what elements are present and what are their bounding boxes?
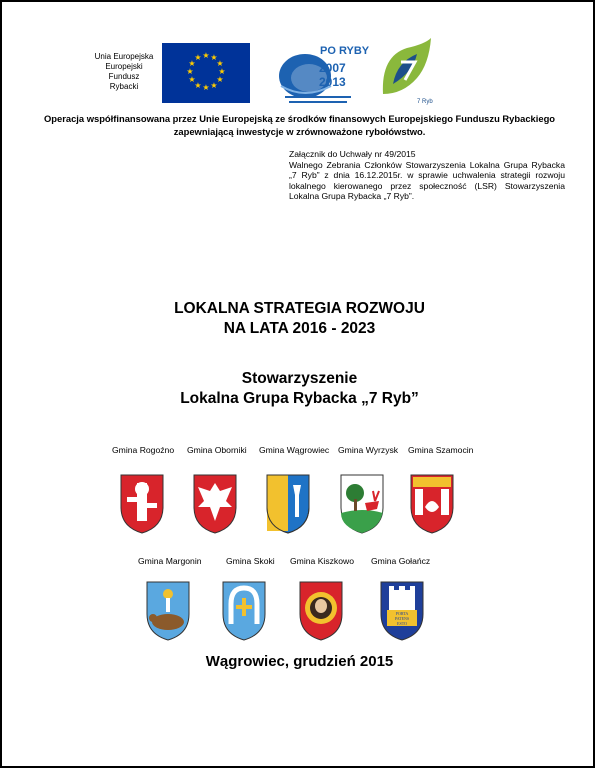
wagrowiec-crest-icon <box>265 473 311 535</box>
eu-text-line: Fundusz <box>108 72 140 81</box>
crest-motto-line: PATENS <box>394 616 410 621</box>
svg-text:★: ★ <box>194 81 202 90</box>
7-ryb-logo <box>377 34 437 106</box>
title-line: NA LATA 2016 - 2023 <box>223 320 376 337</box>
po-ryby-year-end: 2013 <box>319 75 346 89</box>
subtitle-line: Lokalna Grupa Rybacka „7 Ryb” <box>180 390 419 407</box>
po-ryby-logo <box>275 40 370 108</box>
crest-motto-line: ESTO <box>397 621 407 626</box>
eu-text-line: Europejski <box>105 62 143 71</box>
gmina-label: Gmina Gołańcz <box>371 556 431 566</box>
operation-statement: Operacja współfinansowana przez Unie Europejską ze środków finansowych Europejskiego Funduszu Rybackiego zapewniającą inwestycje w zrównoważone rybołówstwo. <box>43 113 556 137</box>
kiszkowo-head-crest-icon <box>298 580 344 642</box>
po-ryby-fish-icon <box>275 40 370 108</box>
rogozno-crest-icon <box>119 473 165 535</box>
eu-flag-icon <box>162 43 250 103</box>
eu-stars-icon <box>162 43 250 103</box>
skoki-horseshoe-crest-icon <box>221 580 267 642</box>
gmina-label: Gmina Skoki <box>226 556 275 566</box>
gmina-label: Gmina Kiszkowo <box>290 556 354 566</box>
subtitle-line: Stowarzyszenie <box>241 370 358 387</box>
attachment-note <box>289 149 565 202</box>
gmina-label: Gmina Margonin <box>138 556 202 566</box>
svg-text:★: ★ <box>202 83 210 92</box>
svg-text:★: ★ <box>216 59 224 68</box>
svg-text:★: ★ <box>218 67 226 76</box>
document-title <box>2 299 597 339</box>
po-ryby-year-start: 2007 <box>319 61 346 75</box>
svg-text:★: ★ <box>202 51 210 60</box>
eu-text-line: Rybacki <box>109 82 139 91</box>
title-line: LOKALNA STRATEGIA ROZWOJU <box>174 300 425 317</box>
wyrzysk-deer-crest-icon <box>339 473 385 535</box>
gmina-label: Gmina Rogoźno <box>112 445 175 455</box>
svg-text:★: ★ <box>210 53 218 62</box>
attachment-line: Walnego Zebrania Członków Stowarzyszenia Lokalna Grupa Rybacka „7 Ryb” z dnia 16.12.2015r. w sprawie uchwalenia strategii rozwoju lokalnego kierowanego przez społeczność (LSR) Stowarzyszenia Lokalna Grupa Rybacka „7 Ryb”. <box>289 159 565 202</box>
svg-text:★: ★ <box>216 75 224 84</box>
golancz-tower-crest-icon <box>379 580 425 642</box>
oborniki-eagle-crest-icon <box>192 473 238 535</box>
7-ryb-fish-icon <box>377 34 437 106</box>
svg-text:★: ★ <box>186 67 194 76</box>
gmina-label: Gmina Oborniki <box>187 445 247 455</box>
svg-text:★: ★ <box>210 81 218 90</box>
szamocin-crest-icon <box>409 473 455 535</box>
svg-text:★: ★ <box>188 75 196 84</box>
svg-text:★: ★ <box>194 53 202 62</box>
eu-fund-text <box>92 52 156 92</box>
svg-text:★: ★ <box>188 59 196 68</box>
document-subtitle <box>2 369 597 409</box>
eu-text-line: Unia Europejska <box>94 52 154 61</box>
margonin-bear-crest-icon <box>145 580 191 642</box>
7-ryb-label: 7 Ryb <box>417 99 433 105</box>
attachment-line: Załącznik do Uchwały nr 49/2015 <box>289 149 416 159</box>
gmina-label: Gmina Wyrzysk <box>338 445 399 455</box>
po-ryby-label: PO RYBY <box>320 45 370 57</box>
eu-logo <box>92 42 252 104</box>
place-date-footer: Wągrowiec, grudzień 2015 <box>205 653 394 670</box>
gmina-label: Gmina Szamocin <box>408 445 474 455</box>
crest-motto-line: PORTA <box>395 611 409 616</box>
gmina-label: Gmina Wągrowiec <box>259 445 330 455</box>
